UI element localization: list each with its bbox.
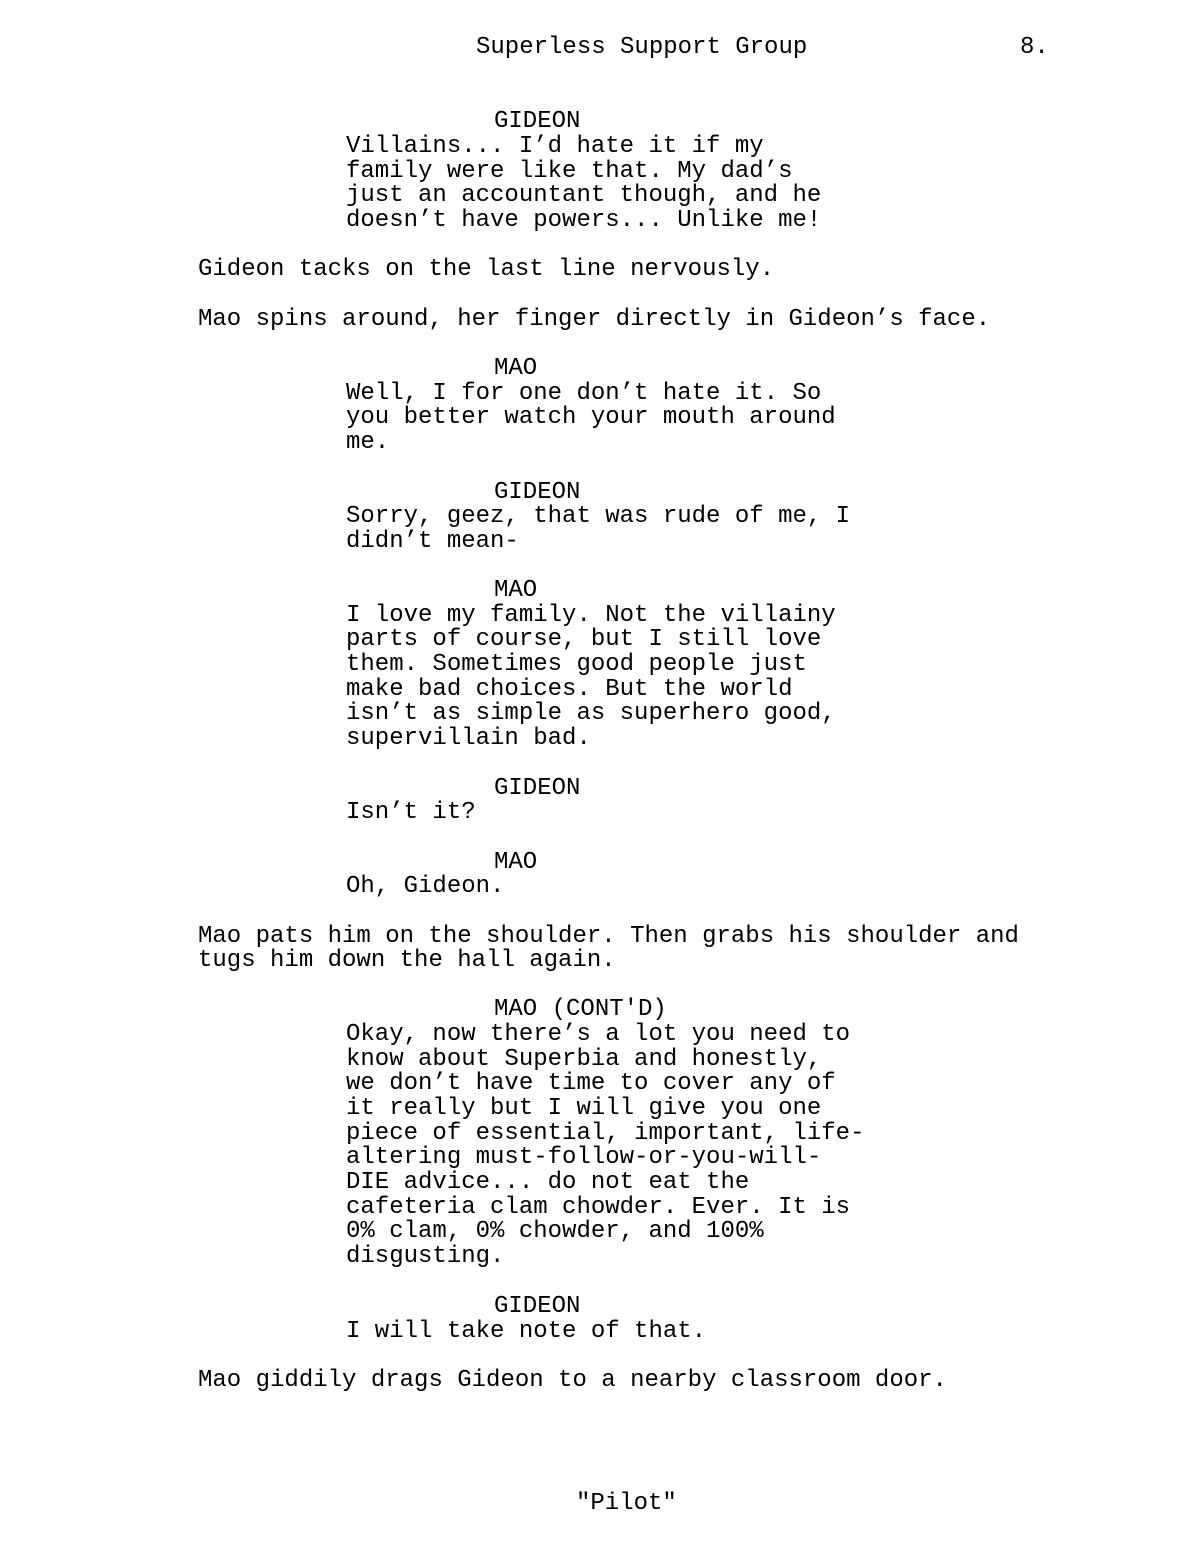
page-number: 8. [1020, 34, 1049, 61]
character-name: MAO [494, 355, 538, 382]
header-title: Superless Support Group [476, 34, 808, 61]
action-line: Mao giddily drags Gideon to a nearby classroom door. [198, 1367, 947, 1394]
dialogue-line: make bad choices. But the world [346, 676, 793, 703]
dialogue-line: Villains... I’d hate it if my [346, 133, 764, 160]
dialogue-line: supervillain bad. [346, 725, 591, 752]
dialogue-line: didn’t mean- [346, 528, 519, 555]
action-line: Gideon tacks on the last line nervously. [198, 256, 775, 283]
footer-title: "Pilot" [576, 1490, 677, 1517]
dialogue-line: just an accountant though, and he [346, 182, 822, 209]
dialogue-line: them. Sometimes good people just [346, 651, 807, 678]
character-name: MAO (CONT'D) [494, 996, 667, 1023]
character-name: GIDEON [494, 1293, 581, 1320]
dialogue-line: I will take note of that. [346, 1318, 707, 1345]
dialogue-line: isn’t as simple as superhero good, [346, 700, 836, 727]
dialogue-line: parts of course, but I still love [346, 626, 822, 653]
dialogue-line: you better watch your mouth around [346, 404, 836, 431]
dialogue-line: cafeteria clam chowder. Ever. It is [346, 1194, 851, 1221]
dialogue-line: know about Superbia and honestly, [346, 1046, 822, 1073]
action-line: Mao pats him on the shoulder. Then grabs his shoulder and [198, 923, 1019, 950]
dialogue-line: 0% clam, 0% chowder, and 100% [346, 1218, 764, 1245]
dialogue-line: DIE advice... do not eat the [346, 1169, 750, 1196]
dialogue-line: I love my family. Not the villainy [346, 602, 836, 629]
character-name: GIDEON [494, 108, 581, 135]
character-name: GIDEON [494, 479, 581, 506]
dialogue-line: Sorry, geez, that was rude of me, I [346, 503, 851, 530]
dialogue-line: piece of essential, important, life- [346, 1120, 865, 1147]
dialogue-line: disgusting. [346, 1243, 505, 1270]
dialogue-line: we don’t have time to cover any of [346, 1070, 836, 1097]
dialogue-line: Okay, now there’s a lot you need to [346, 1021, 851, 1048]
dialogue-line: family were like that. My dad’s [346, 158, 793, 185]
character-name: MAO [494, 849, 538, 876]
dialogue-line: Isn’t it? [346, 799, 476, 826]
character-name: GIDEON [494, 775, 581, 802]
dialogue-line: doesn’t have powers... Unlike me! [346, 207, 822, 234]
dialogue-line: altering must-follow-or-you-will- [346, 1144, 822, 1171]
action-line: tugs him down the hall again. [198, 947, 616, 974]
dialogue-line: Oh, Gideon. [346, 873, 505, 900]
character-name: MAO [494, 577, 538, 604]
dialogue-line: me. [346, 429, 390, 456]
dialogue-line: it really but I will give you one [346, 1095, 822, 1122]
action-line: Mao spins around, her finger directly in Gideon’s face. [198, 306, 991, 333]
dialogue-line: Well, I for one don’t hate it. So [346, 380, 822, 407]
